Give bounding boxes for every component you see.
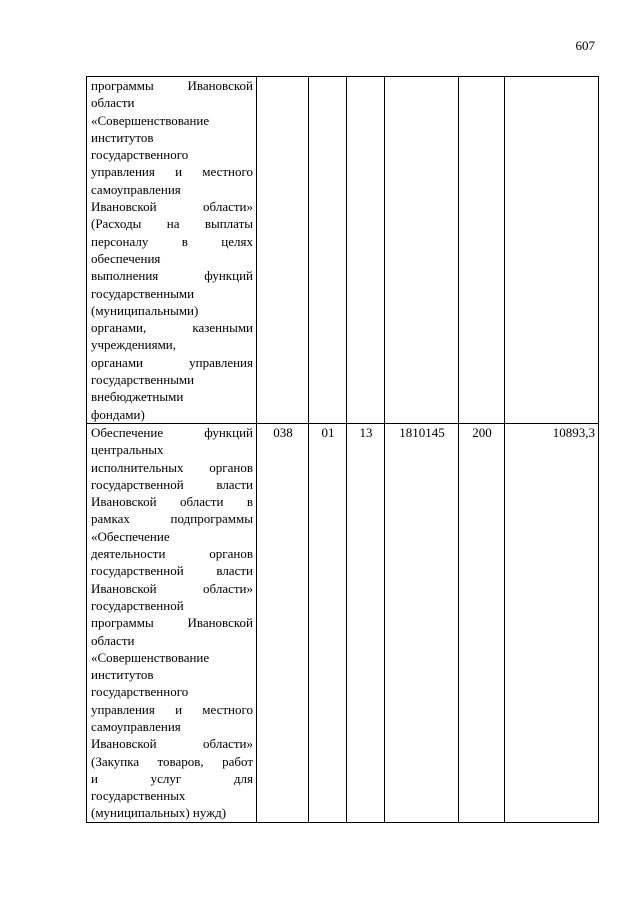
description-line: государственного: [91, 147, 189, 163]
description-line: обеспечения: [91, 250, 161, 266]
description-line: (Закупка товаров, работ: [91, 753, 253, 769]
description-line: государственного: [91, 684, 189, 700]
description-line: государственными: [91, 285, 195, 301]
description-line: органами управления: [91, 354, 253, 370]
description-line: «Совершенствование: [91, 649, 210, 665]
description-line: управления и местного: [91, 164, 253, 180]
description-line: институтов: [91, 667, 154, 683]
description-line: институтов: [91, 129, 154, 145]
section-code-cell: [309, 77, 347, 424]
description-line: программы Ивановской: [91, 615, 253, 631]
section-code-cell: 01: [309, 423, 347, 822]
target-article-cell: 1810145: [385, 423, 459, 822]
description-cell: [87, 77, 257, 424]
description-line: самоуправления: [91, 718, 181, 734]
description-cell: [87, 423, 257, 822]
description-line: (муниципальных) нужд): [91, 805, 227, 821]
description-line: Ивановской области»: [91, 199, 253, 215]
amount-cell: 10893,3: [505, 423, 599, 822]
description-line: (Расходы на выплаты: [91, 216, 253, 232]
budget-table: [86, 76, 599, 823]
table-row: [87, 77, 599, 424]
description-line: фондами): [91, 406, 145, 422]
description-line: (муниципальными): [91, 302, 199, 318]
expense-type-cell: 200: [459, 423, 505, 822]
description-line: государственной власти: [91, 476, 253, 492]
subsection-code-cell: [347, 77, 385, 424]
description-line: «Совершенствование: [91, 112, 210, 128]
description-line: программы Ивановской: [91, 78, 253, 93]
amount-cell: [505, 77, 599, 424]
description-line: исполнительных органов: [91, 459, 253, 475]
description-line: и услуг для: [91, 770, 253, 786]
table-row: [87, 423, 599, 822]
description-line: выполнения функций: [91, 268, 253, 284]
description-line: управления и местного: [91, 701, 253, 717]
subsection-code-cell: 13: [347, 423, 385, 822]
ministry-code-cell: 038: [257, 423, 309, 822]
description-line: области: [91, 632, 135, 648]
page-number: 607: [575, 38, 595, 53]
description-line: Ивановской области»: [91, 580, 253, 596]
description-line: центральных: [91, 442, 164, 458]
description-line: внебюджетными: [91, 389, 184, 405]
description-line: государственными: [91, 372, 195, 388]
description-line: самоуправления: [91, 181, 181, 197]
description-line: персоналу в целях: [91, 233, 253, 249]
description-line: «Обеспечение: [91, 528, 170, 544]
description-line: Ивановской области в: [91, 494, 253, 510]
description-line: государственных: [91, 788, 186, 804]
description-line: рамках подпрограммы: [91, 511, 253, 527]
description-line: Обеспечение функций: [91, 424, 253, 440]
description-line: органами, казенными: [91, 320, 253, 336]
description-line: деятельности органов: [91, 546, 253, 562]
expense-type-cell: [459, 77, 505, 424]
ministry-code-cell: [257, 77, 309, 424]
target-article-cell: [385, 77, 459, 424]
description-line: государственной власти: [91, 563, 253, 579]
description-line: учреждениями,: [91, 337, 177, 353]
description-line: области: [91, 95, 135, 111]
description-line: государственной: [91, 597, 184, 613]
table-body: [87, 77, 599, 823]
description-line: Ивановской области»: [91, 736, 253, 752]
